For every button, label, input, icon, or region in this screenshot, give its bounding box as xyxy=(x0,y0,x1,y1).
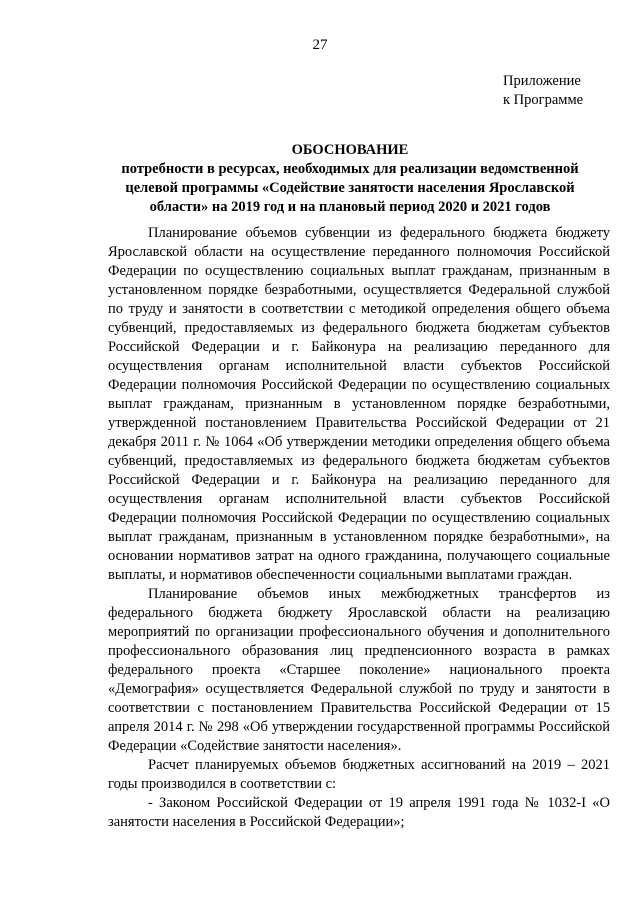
document-body xyxy=(108,224,610,832)
document-title xyxy=(108,141,592,217)
appendix-line-1: Приложение xyxy=(503,73,581,89)
page-number: 27 xyxy=(312,37,328,53)
paragraph-subvention-planning: Планирование объемов субвенции из федерального бюджета бюджету Ярославской области на осуществление переданного полномочия Российской Федерации по осуществлению социальных выплат гражданам, признанным в установленном порядке безработными, осуществляется Федеральной службой по труду и занятости в соответствии с методикой определения общего объема субвенций, предоставляемых из федерального бюджета бюджетам субъектов Российской Федерации и г. Байконура на реализацию переданного для осуществления органам исполнительной власти субъектов Российской Федерации полномочия Российской Федерации по осуществлению социальных выплат гражданам, признанным в установленном порядке безработными, утвержденной постановлением Правительства Российской Федерации от 21 декабря 2011 г. № 1064 «Об утверждении методики определения общего объема субвенций, предоставляемых из федерального бюджета бюджетам субъектов Российской Федерации и г. Байконура на реализацию переданного для осуществления органам исполнительной власти субъектов Российской Федерации полномочия Российской Федерации по осуществлению социальных выплат гражданам, признанным в установленном порядке безработными», на основании нормативов затрат на одного гражданина, получающего социальные выплаты, и нормативов обеспеченности социальными выплатами граждан. xyxy=(108,225,610,583)
title-subtitle: потребности в ресурсах, необходимых для реализации ведомственной целевой программы «Содействие занятости населения Ярославской области» на 2019 год и на плановый период 2020 и 2021 годов xyxy=(121,161,579,215)
paragraph-transfers-planning: Планирование объемов иных межбюджетных трансфертов из федерального бюджета бюджету Ярославской области на реализацию мероприятий по организации профессионального обучения и дополнительного профессионального образования лиц предпенсионного возраста в рамках федерального проекта «Старшее поколение» национального проекта «Демография» осуществляется Федеральной службой по труду и занятости в соответствии с постановлением Правительства Российской Федерации от 15 апреля 2014 г. № 298 «Об утверждении государственной программы Российской Федерации «Содействие занятости населения». xyxy=(108,586,610,754)
title-heading: ОБОСНОВАНИЕ xyxy=(291,142,409,158)
appendix-line-2: к Программе xyxy=(503,92,584,108)
appendix-label xyxy=(503,72,583,110)
paragraph-calculation-basis: Расчет планируемых объемов бюджетных ассигнований на 2019 – 2021 годы производился в соответствии с: xyxy=(108,757,610,792)
list-item: - Законом Российской Федерации от 19 апреля 1991 года № 1032-I «О занятости населения в Российской Федерации»; xyxy=(108,795,610,830)
